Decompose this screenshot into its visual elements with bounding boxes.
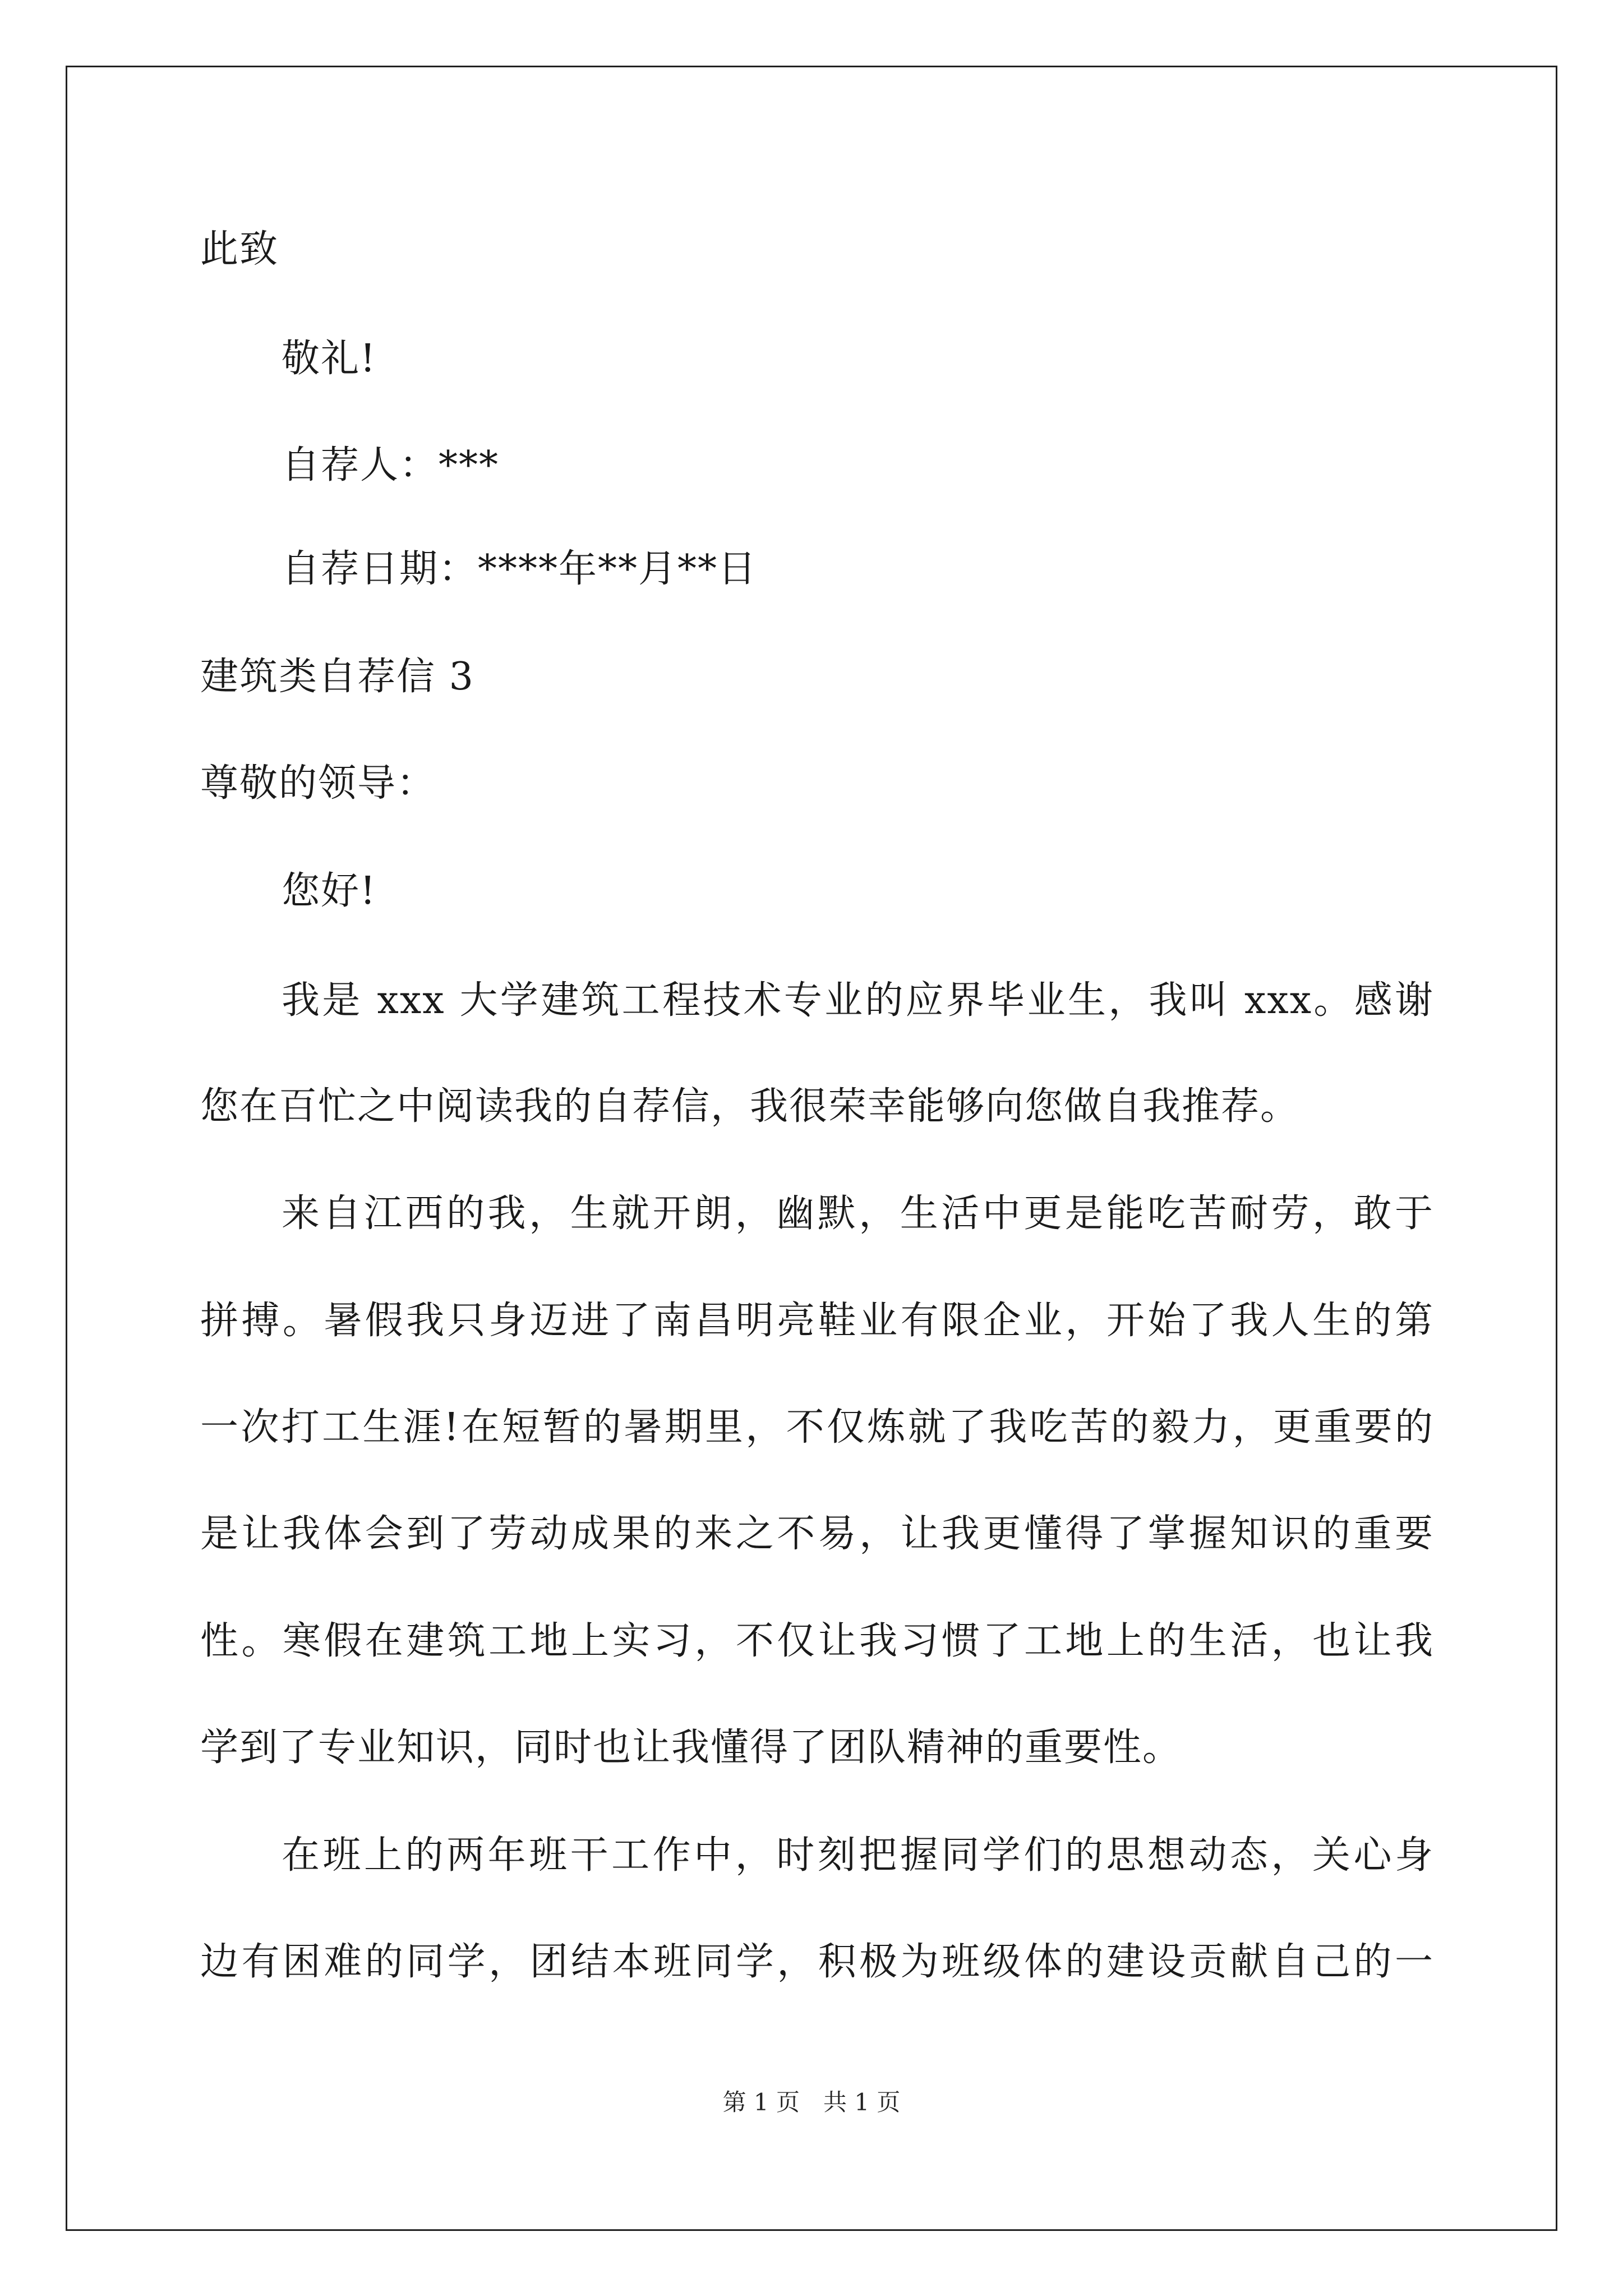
greeting-line: 尊敬的领导： xyxy=(200,761,436,806)
signer-line: 自荐人：*** xyxy=(282,443,500,487)
paragraph-line: 一次打工生涯!在短暂的暑期里，不仅炼就了我吃苦的毅力，更重要的 xyxy=(200,1405,1434,1450)
paragraph-line: 在班上的两年班干工作中，时刻把握同学们的思想动态，关心身 xyxy=(282,1833,1434,1878)
paragraph-line: 学到了专业知识，同时也让我懂得了团队精神的重要性。 xyxy=(200,1726,1182,1770)
date-line: 自荐日期：****年**月**日 xyxy=(282,547,758,591)
closing-line: 此致 xyxy=(200,227,279,272)
paragraph-line: 性。寒假在建筑工地上实习，不仅让我习惯了工地上的生活，也让我 xyxy=(200,1619,1434,1663)
paragraph-line: 边有困难的同学，团结本班同学，积极为班级体的建设贡献自己的一 xyxy=(200,1940,1434,1984)
page-footer: 第 1 页 共 1 页 xyxy=(722,2088,901,2116)
paragraph-line: 您在百忙之中阅读我的自荐信，我很荣幸能够向您做自我推荐。 xyxy=(200,1084,1300,1129)
salutation-closing: 敬礼! xyxy=(282,337,377,381)
section-title: 建筑类自荐信 3 xyxy=(200,655,474,699)
paragraph-line: 拼搏。暑假我只身迈进了南昌明亮鞋业有限企业，开始了我人生的第 xyxy=(200,1299,1434,1343)
page-border xyxy=(66,66,1557,2231)
paragraph-line: 是让我体会到了劳动成果的来之不易，让我更懂得了掌握知识的重要 xyxy=(200,1512,1434,1556)
paragraph-line: 来自江西的我，生就开朗，幽默，生活中更是能吃苦耐劳，敢于 xyxy=(282,1191,1434,1236)
hello-line: 您好! xyxy=(282,869,377,913)
paragraph-line: 我是 xxx 大学建筑工程技术专业的应界毕业生，我叫 xxx。感谢 xyxy=(282,978,1434,1023)
